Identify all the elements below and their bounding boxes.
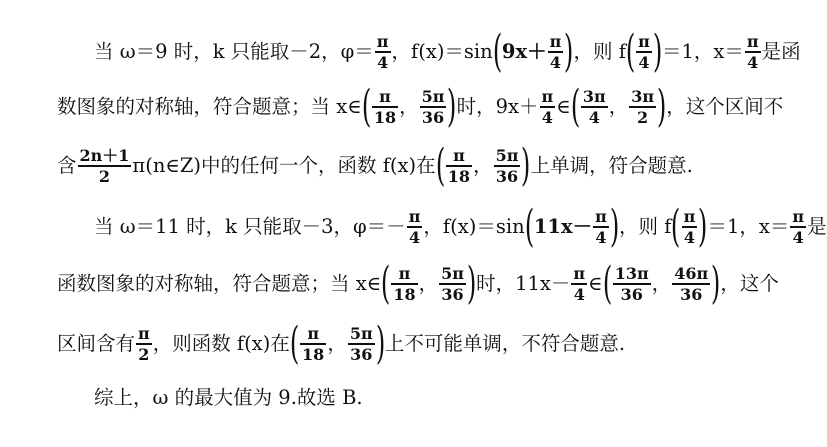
fraction	[571, 265, 587, 304]
text: ，则 f	[618, 215, 672, 239]
fraction	[593, 208, 609, 247]
fraction	[136, 325, 152, 364]
text: ，	[608, 95, 629, 119]
text: 时，9x＋	[456, 95, 539, 119]
text: 9x＋	[501, 40, 547, 64]
denominator: 4	[377, 52, 389, 72]
text: π(n∈Z)中的任何一个，函数 f(x)在	[132, 154, 436, 178]
denominator: 2	[637, 107, 649, 127]
numerator: π	[541, 86, 554, 106]
text: 数图象的对称轴，符合题意；当 x∈	[57, 95, 362, 119]
paragraph-line-7	[94, 388, 363, 408]
denominator: 18	[447, 166, 471, 186]
text: ，	[418, 272, 439, 296]
fraction	[300, 325, 326, 364]
denominator: 36	[495, 166, 519, 186]
numerator: π	[549, 31, 562, 51]
denominator: 4	[588, 107, 600, 127]
text: ，f(x)＝sin	[423, 215, 525, 239]
numerator: π	[683, 206, 696, 226]
fraction	[672, 265, 710, 304]
text: ，f(x)＝sin	[391, 40, 493, 64]
fraction	[540, 88, 556, 127]
text: ，这个	[720, 272, 779, 296]
text: 是函	[761, 40, 801, 64]
denominator: 4	[595, 227, 607, 247]
fraction	[636, 33, 652, 72]
paragraph-line-5	[57, 258, 779, 309]
numerator: π	[408, 206, 421, 226]
numerator: π	[379, 86, 391, 106]
numerator: 3π	[582, 86, 606, 106]
paren: (	[492, 26, 503, 77]
paren: )	[652, 26, 663, 77]
text: ，则函数 f(x)在	[152, 332, 290, 356]
paragraph-line-1	[94, 26, 801, 77]
numerator: π	[792, 206, 805, 226]
paren: (	[289, 318, 300, 369]
numerator: 2n＋1	[79, 145, 130, 165]
fraction	[494, 147, 521, 186]
numerator: 3π	[631, 86, 655, 106]
denominator: 2	[98, 166, 111, 186]
fraction	[790, 208, 806, 247]
numerator: 46π	[674, 263, 709, 283]
text: 是	[807, 215, 827, 239]
denominator: 18	[302, 344, 325, 364]
numerator: π	[307, 323, 320, 343]
paren: )	[521, 140, 531, 191]
denominator: 4	[638, 52, 650, 72]
paren: )	[447, 81, 457, 132]
numerator: 5π	[421, 86, 445, 106]
fraction	[629, 88, 656, 127]
text: ，	[473, 154, 493, 178]
paren: (	[381, 258, 391, 309]
fraction	[375, 33, 391, 72]
paren: (	[361, 81, 371, 132]
paragraph-line-3	[57, 140, 693, 191]
numerator: π	[573, 263, 586, 283]
denominator: 4	[549, 52, 562, 72]
text: ，	[327, 332, 347, 356]
text: 区间含有	[57, 332, 136, 356]
numerator: π	[138, 323, 150, 343]
denominator: 4	[792, 227, 804, 247]
text: 时，11x－	[476, 272, 571, 296]
text: 上不可能单调，不符合题意.	[384, 332, 626, 356]
numerator: 5π	[349, 323, 373, 343]
text: ，则 f	[573, 40, 626, 64]
text: 含	[57, 154, 77, 178]
text: ∈	[556, 95, 571, 119]
fraction	[745, 33, 761, 72]
paragraph-line-4	[94, 201, 827, 252]
denominator: 4	[573, 284, 585, 304]
numerator: π	[398, 263, 411, 283]
paren: (	[435, 140, 445, 191]
text: 上单调，符合题意.	[530, 154, 693, 178]
text: ，	[399, 95, 419, 119]
fraction	[439, 265, 466, 304]
fraction	[613, 265, 651, 304]
denominator: 18	[373, 107, 397, 127]
denominator: 4	[747, 52, 759, 72]
fraction	[391, 265, 417, 304]
text: ，这个区间不	[666, 95, 784, 119]
paragraph-line-6	[57, 318, 626, 369]
paren: )	[375, 318, 385, 369]
numerator: 13π	[614, 263, 649, 283]
fraction	[78, 147, 132, 186]
denominator: 36	[350, 344, 373, 364]
text: ，	[651, 272, 672, 296]
paren: )	[609, 201, 620, 252]
fraction	[407, 208, 423, 247]
fraction	[446, 147, 472, 186]
denominator: 36	[421, 107, 445, 127]
text: 当 ω＝11 时，k 只能取－3，φ＝－	[94, 215, 406, 239]
numerator: π	[376, 31, 389, 51]
fraction	[581, 88, 608, 127]
paren: (	[671, 201, 681, 252]
paren: (	[570, 81, 580, 132]
fraction	[420, 88, 447, 127]
text: ∈	[588, 272, 603, 296]
text: ＝1，x＝	[661, 40, 744, 64]
numerator: π	[746, 31, 759, 51]
text: 当 ω＝9 时，k 只能取－2，φ＝	[94, 40, 374, 64]
fraction	[348, 325, 375, 364]
text: 综上，ω 的最大值为 9.故选 B.	[94, 386, 363, 409]
paren: (	[524, 201, 534, 252]
paren: )	[656, 81, 667, 132]
denominator: 4	[683, 227, 695, 247]
paren: (	[625, 26, 636, 77]
paren: )	[564, 26, 574, 77]
numerator: π	[595, 206, 607, 226]
paren: (	[602, 258, 612, 309]
paren: )	[698, 201, 708, 252]
denominator: 4	[408, 227, 421, 247]
text: ＝1，x＝	[707, 215, 790, 239]
fraction	[372, 88, 398, 127]
denominator: 2	[138, 344, 150, 364]
denominator: 36	[680, 284, 703, 304]
text: 11x－	[533, 215, 593, 239]
text: 函数图象的对称轴，符合题意；当 x∈	[57, 272, 382, 296]
paren: )	[466, 258, 477, 309]
denominator: 4	[541, 107, 553, 127]
paragraph-line-2	[57, 81, 784, 132]
fraction	[682, 208, 698, 247]
denominator: 36	[620, 284, 643, 304]
denominator: 36	[441, 284, 464, 304]
denominator: 18	[393, 284, 416, 304]
numerator: π	[453, 145, 465, 165]
paren: )	[711, 258, 721, 309]
numerator: 5π	[495, 145, 519, 165]
fraction	[548, 33, 564, 72]
numerator: 5π	[441, 263, 464, 283]
numerator: π	[638, 31, 650, 51]
